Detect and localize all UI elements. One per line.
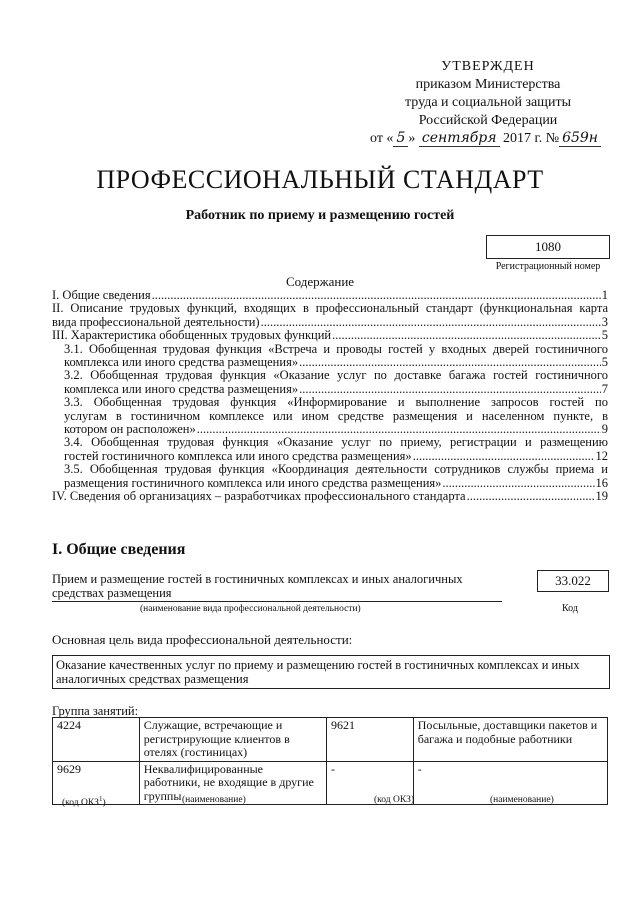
okz-name-cell: Служащие, встречающие и регистрирующие клиентов в отелях (гостиницах) [139,718,326,762]
table-of-contents [52,289,608,504]
registration-number-label: Регистрационный номер [495,261,601,272]
registration-number-box: 1080 [486,235,610,259]
occupation-groups-table [52,717,608,805]
table-row [53,718,608,762]
handwritten-day: 5 [393,130,408,147]
okz-code-caption: (код ОКЗ) [374,795,415,805]
okz-code-caption: (код ОКЗ$^1$) [62,795,106,809]
approval-line: труда и социальной защиты [405,95,571,110]
okz-name-caption: (наименование) [490,795,554,805]
toc-entry[interactable]: 3.2. Обобщенная трудовая функция «Оказание услуг по доставке багажа гостей гостиничного комплекса или иного средства размещения» ..... 7 [64,369,608,396]
page-subtitle: Работник по приему и размещению гостей [185,208,455,223]
okz-name-caption: (наименование) [182,795,246,805]
okz-code-cell: 4224 [53,718,140,762]
okz-code-cell: - [327,761,414,805]
toc-entry[interactable]: 3.5. Обобщенная трудовая функция «Координация деятельности сотрудников службы приема и размещения гостиничного комплекса или иного средства размещения» ..... 16 [64,463,608,490]
activity-code-box: 33.022 [537,570,609,592]
toc-entry[interactable]: III. Характеристика обобщенных трудовых функций ..... 5 [52,329,608,342]
toc-title: Содержание [285,274,355,289]
approval-date: от « 5 » сентября 2017 г. № 659н [370,130,601,147]
toc-entry[interactable]: 3.1. Обобщенная трудовая функция «Встреча и проводы гостей у входных дверей гостиничного комплекса или иного средства размещения» ..... 5 [64,343,608,370]
toc-entry[interactable]: II. Описание трудовых функций, входящих в профессиональный стандарт (функциональная карта вида профессиональной деятельности) ..... 3 [52,302,608,329]
code-caption: Код [562,603,578,614]
approval-line: приказом Министерства [415,77,561,92]
okz-code-cell: 9621 [327,718,414,762]
handwritten-number: 659н [559,130,601,147]
toc-entry[interactable]: 3.3. Обобщенная трудовая функция «Информирование и выполнение запросов гостей по услугам в гостиничном комплексе или ином средстве размещения и населенном пункте, в котором он расположен» ..... 9 [64,396,608,436]
toc-entry[interactable]: I. Общие сведения ..... 1 [52,289,608,302]
toc-entry[interactable]: 3.4. Обобщенная трудовая функция «Оказание услуг по приему, регистрации и размещению гостей гостиничного комплекса или иного средства размещения» ..... 12 [64,436,608,463]
approval-block [368,58,608,130]
section-title: I. Общие сведения [52,541,186,558]
approval-line: Российской Федерации [418,113,558,128]
handwritten-month: сентября [419,130,500,147]
groups-label: Группа занятий: [52,704,139,718]
page-title: ПРОФЕССИОНАЛЬНЫЙ СТАНДАРТ [96,165,544,194]
goal-label: Основная цель вида профессиональной деятельности: [52,632,353,647]
okz-name-cell: Неквалифицированные работники, не входящие в другие группы [139,761,326,805]
goal-box: Оказание качественных услуг по приему и размещению гостей в гостиничных комплексах и иных аналогичных средствах размещения [52,655,610,689]
okz-name-cell: Посыльные, доставщики пакетов и багажа и подобные работники [413,718,607,762]
okz-name-cell: - [413,761,607,805]
activity-name: Прием и размещение гостей в гостиничных комплексах и иных аналогичных средствах размещения [52,572,502,602]
activity-caption: (наименование вида профессиональной деятельности) [140,604,361,614]
okz-code-cell: 9629 [53,761,140,805]
approval-heading: УТВЕРЖДЕН [441,59,535,74]
toc-entry[interactable]: IV. Сведения об организациях – разработчиках профессионального стандарта ..... 19 [52,490,608,503]
